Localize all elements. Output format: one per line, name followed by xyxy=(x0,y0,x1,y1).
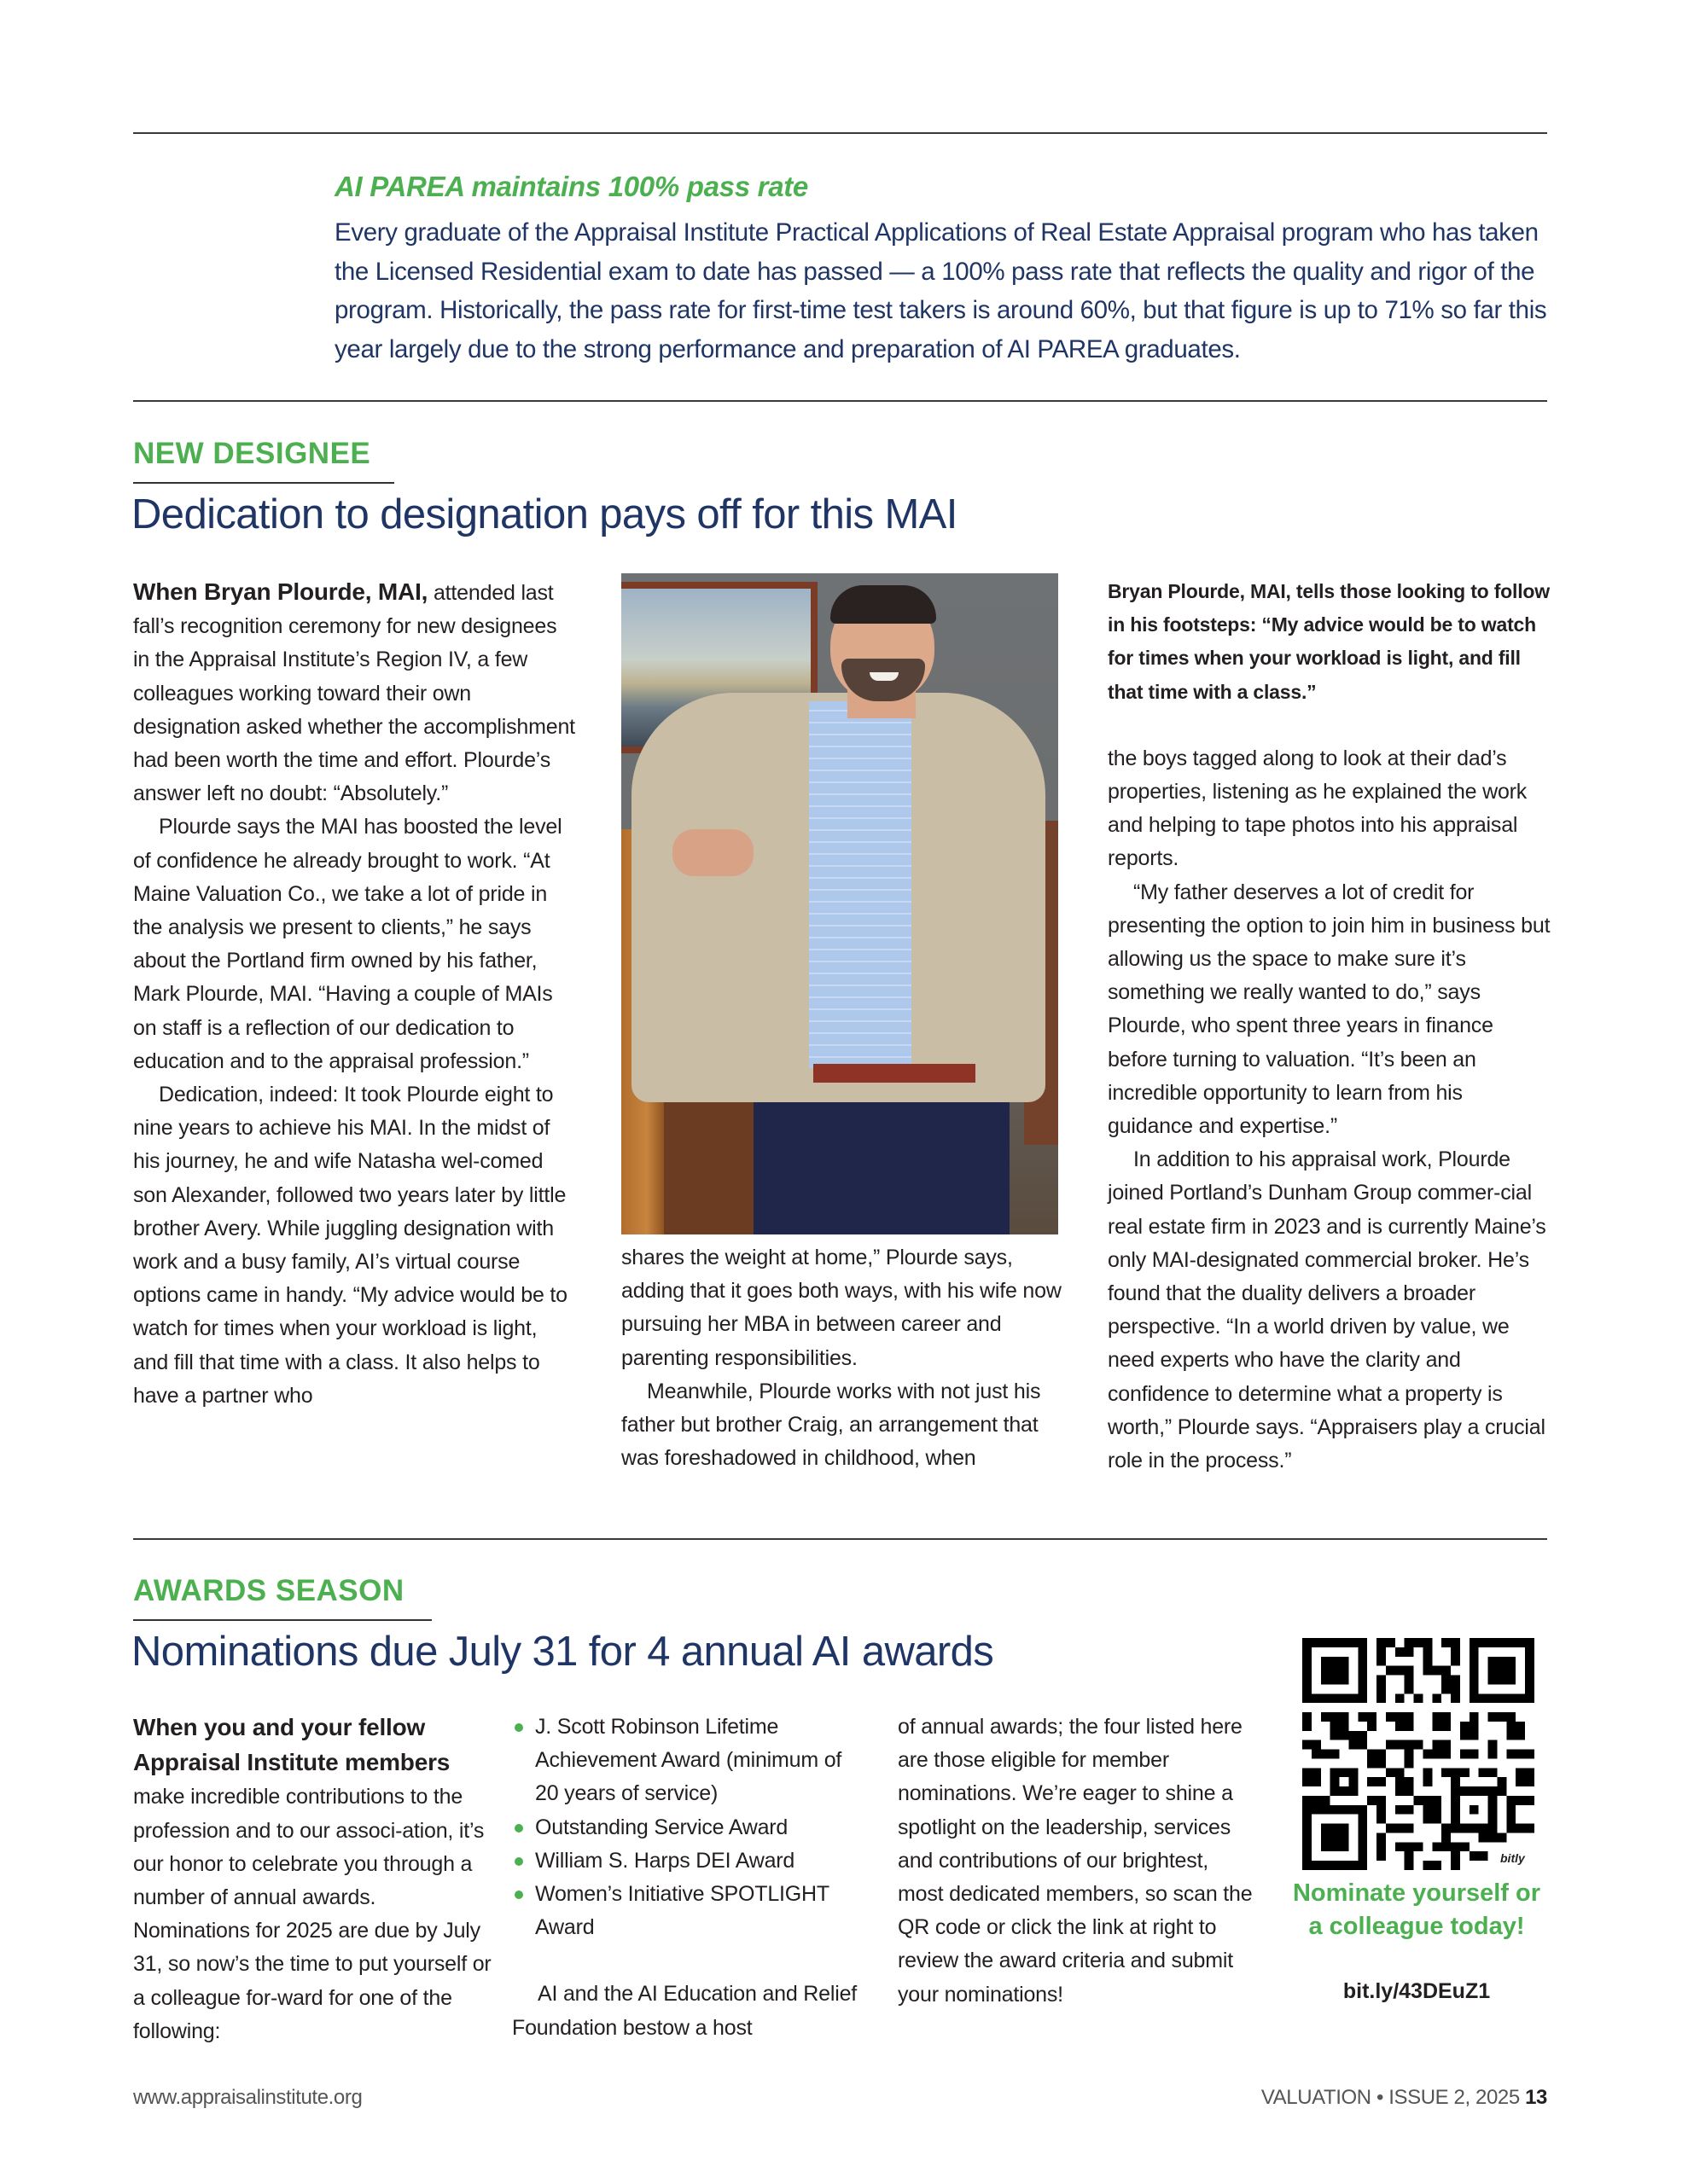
section-divider xyxy=(133,1538,1547,1540)
section-kicker-new-designee: NEW DESIGNEE xyxy=(133,437,371,470)
kicker-underline xyxy=(133,1619,432,1621)
paragraph: make incredible contributions to the profession and to our associ-ation, it’s our honor to celebrate you through a number of annual awards. Nominations for 2025 are due by July 31, so now’s the time to put yourself or a colleague for-ward for one of the following: xyxy=(133,1785,492,2043)
kicker-underline xyxy=(133,482,394,484)
belt xyxy=(813,1064,975,1083)
award-item: Women’s Initiative SPOTLIGHT Award xyxy=(512,1878,870,1944)
pull-quote: Bryan Plourde, MAI, tells those looking to follow in his footsteps: “My advice would be to watch for times when your workload is light, and fill that time with a class.” xyxy=(1108,580,1550,703)
bitly-logo: bitly xyxy=(1500,1851,1525,1865)
awards-list xyxy=(512,1711,870,1944)
awards-column-3 xyxy=(898,1711,1256,2012)
paragraph: the boys tagged along to look at their dad’s properties, listening as he explained the work and helping to tape photos into his appraisal reports. xyxy=(1108,746,1528,871)
paragraph: Meanwhile, Plourde works with not just his father but brother Craig, an arrangement that was foreshadowed in childhood, when xyxy=(621,1379,1041,1471)
footer-website[interactable]: www.appraisalinstitute.org xyxy=(133,2086,363,2109)
article-column-2 xyxy=(621,1241,1065,1475)
paragraph: attended last fall’s recognition ceremony for new designees in the Appraisal Institute’s Region IV, a few colleagues working toward their own designation asked whether the accomplishment had been worth the time and effort. Plourde’s answer left no doubt: “Absolutely.” xyxy=(133,581,575,806)
callout-title: AI PAREA maintains 100% pass rate xyxy=(335,171,808,202)
paragraph: of annual awards; the four listed here are those eligible for member nominations. We’re eager to shine a spotlight on the leadership, services and contributions of our brightest, most dedicated members, so scan the QR code or click the link at right to review the award criteria and submit your nominations! xyxy=(898,1715,1253,2007)
shirt xyxy=(809,701,911,1068)
publication-issue: VALUATION • ISSUE 2, 2025 xyxy=(1260,2086,1520,2109)
section-kicker-awards-season: AWARDS SEASON xyxy=(133,1574,404,1607)
awards-column-2 xyxy=(512,1711,870,2045)
paragraph: Plourde says the MAI has boosted the level of confidence he already brought to work. “At Maine Valuation Co., we take a lot of pride in the analysis we present to clients,” he says about the Portland firm owned by his father, Mark Plourde, MAI. “Having a couple of MAIs on staff is a reflection of our dedication to education and to the appraisal profession.” xyxy=(133,815,562,1073)
award-item: Outstanding Service Award xyxy=(512,1811,870,1844)
paragraph: shares the weight at home,” Plourde says, adding that it goes both ways, with his wife now pursuing her MBA in between career and parenting responsibilities. xyxy=(621,1246,1062,1370)
hair xyxy=(830,585,936,624)
paragraph: AI and the AI Education and Relief Foundation bestow a host xyxy=(512,1982,858,2040)
awards-column-1 xyxy=(133,1711,492,2048)
top-divider xyxy=(133,132,1547,134)
smile xyxy=(870,672,899,681)
portrait-photo xyxy=(621,573,1058,1234)
paragraph: Dedication, indeed: It took Plourde eight to nine years to achieve his MAI. In the midst of his journey, he and wife Natasha wel-comed son Alexander, followed two years later by little brother Avery. While juggling designation with work and a busy family, AI’s virtual course options came in handy. “My advice would be to watch for times when your workload is light, and fill that time with a class. It also helps to have a partner who xyxy=(133,1083,567,1408)
award-item: J. Scott Robinson Lifetime Achievement Award (minimum of 20 years of service) xyxy=(512,1711,870,1811)
lead-in: When Bryan Plourde, MAI, xyxy=(133,578,428,605)
lead-in: When you and your fellow Appraisal Institute members xyxy=(133,1714,451,1776)
nomination-link[interactable]: bit.ly/43DEuZ1 xyxy=(1342,1979,1491,2003)
nominate-cta: Nominate yourself or a colleague today! xyxy=(1292,1879,1541,1940)
awards-headline: Nominations due July 31 for 4 annual AI awards xyxy=(131,1629,994,1675)
callout-body: Every graduate of the Appraisal Institute Practical Applications of Real Estate Appraisal program who has taken the Licensed Residential exam to date has passed — a 100% pass rate that reflects the quality and rigor of the program. Historically, the pass rate for first-time test takers is around 60%, but that figure is up to 71% so far this year largely due to the strong performance and preparation of AI PAREA graduates. xyxy=(335,218,1547,363)
paragraph: In addition to his appraisal work, Plourde joined Portland’s Dunham Group commer-cial real estate firm in 2023 and is currently Maine’s only MAI-designated commercial broker. He’s found that the duality delivers a broader perspective. “In a world driven by value, we need experts who have the clarity and confidence to determine what a property is worth,” Plourde says. “Appraisers play a crucial role in the process.” xyxy=(1108,1147,1546,1473)
qr-code-icon xyxy=(1302,1638,1534,1870)
callout-divider xyxy=(133,400,1547,402)
qr-code[interactable] xyxy=(1302,1638,1534,1870)
article-column-3 xyxy=(1108,575,1551,1478)
award-item: William S. Harps DEI Award xyxy=(512,1844,870,1878)
page-number: 13 xyxy=(1525,2086,1547,2109)
hand xyxy=(672,829,754,876)
footer-publication xyxy=(1261,2086,1547,2110)
article-headline: Dedication to designation pays off for this MAI xyxy=(131,491,957,537)
paragraph: “My father deserves a lot of credit for presenting the option to join him in business but allowing us the space to make sure it’s something we really wanted to do,” says Plourde, who spent three years in finance before turning to valuation. “It’s been an incredible opportunity to learn from his guidance and expertise.” xyxy=(1108,880,1551,1139)
article-column-1 xyxy=(133,575,577,1413)
